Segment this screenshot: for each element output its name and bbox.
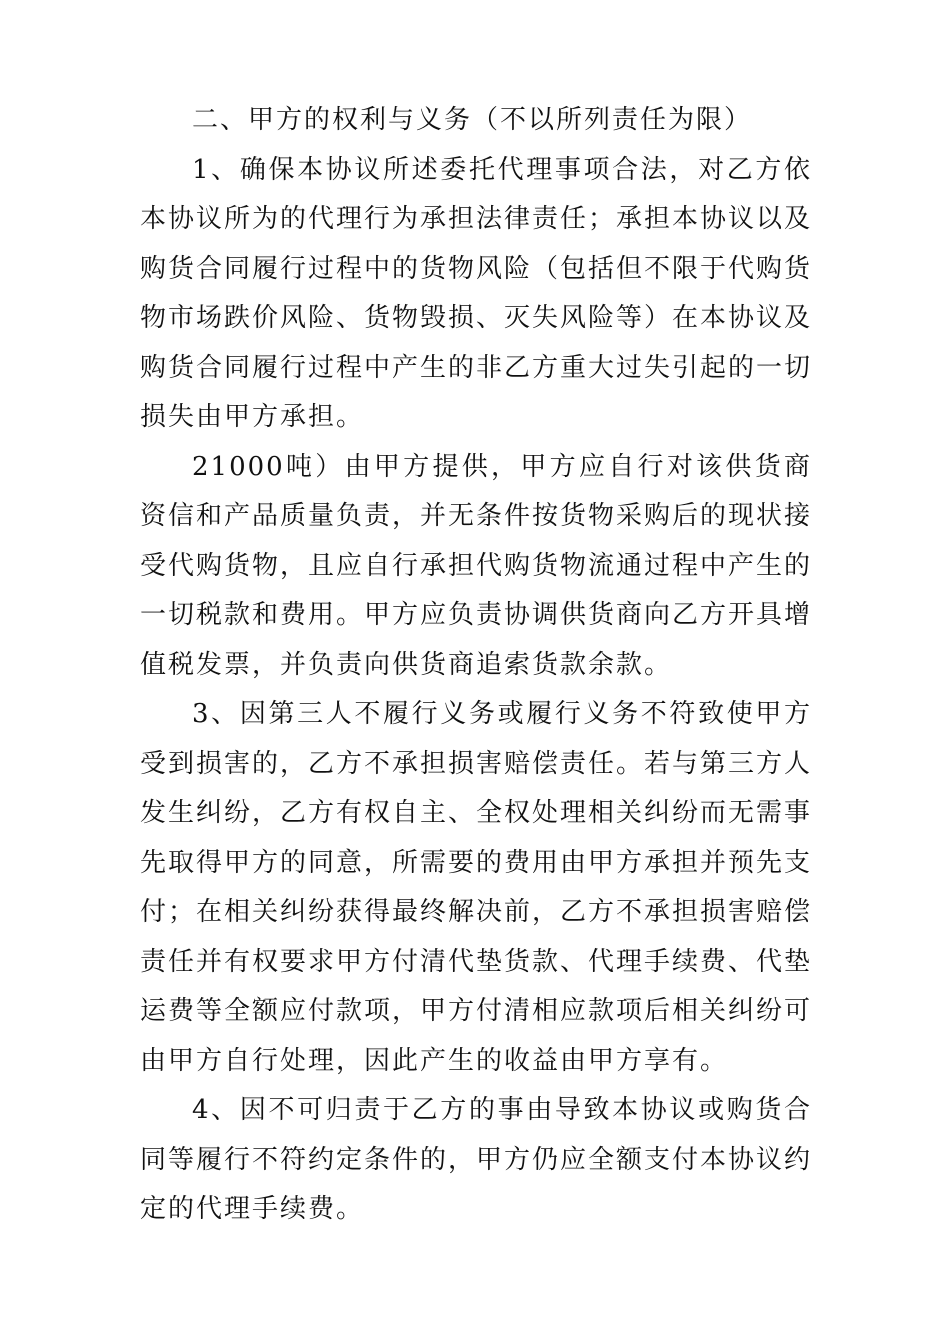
paragraph-1: 1、确保本协议所述委托代理事项合法，对乙方依本协议所为的代理行为承担法律责任；承担本协议以及购货合同履行过程中的货物风险（包括但不限于代购货物市场跌价风险、货物毁损、灭失风险等）在本协议及购货合同履行过程中产生的非乙方重大过失引起的一切损失由甲方承担。 (140, 154, 813, 432)
paragraph-3: 3、因第三人不履行义务或履行义务不符致使甲方受到损害的，乙方不承担损害赔偿责任。若与第三方人发生纠纷，乙方有权自主、全权处理相关纠纷而无需事先取得甲方的同意，所需要的费用由甲方承担并预先支付；在相关纠纷获得最终解决前，乙方不承担损害赔偿责任并有权要求甲方付清代垫货款、代理手续费、代垫运费等全额应付款项，甲方付清相应款项后相关纠纷可由甲方自行处理，因此产生的收益由甲方享有。 (140, 699, 813, 1076)
section-title: 二、甲方的权利与义务（不以所列责任为限） (192, 105, 753, 135)
paragraph-2: 21000吨）由甲方提供，甲方应自行对该供货商资信和产品质量负责，并无条件按货物采购后的现状接受代购货物，且应自行承担代购货物流通过程中产生的一切税款和费用。甲方应负责协调供货商向乙方开具增值税发票，并负责向供货商追索货款余款。 (140, 451, 813, 680)
document-body (140, 96, 812, 1235)
paragraph-4: 4、因不可归责于乙方的事由导致本协议或购货合同等履行不符约定条件的，甲方仍应全额支付本协议约定的代理手续费。 (140, 1095, 813, 1224)
